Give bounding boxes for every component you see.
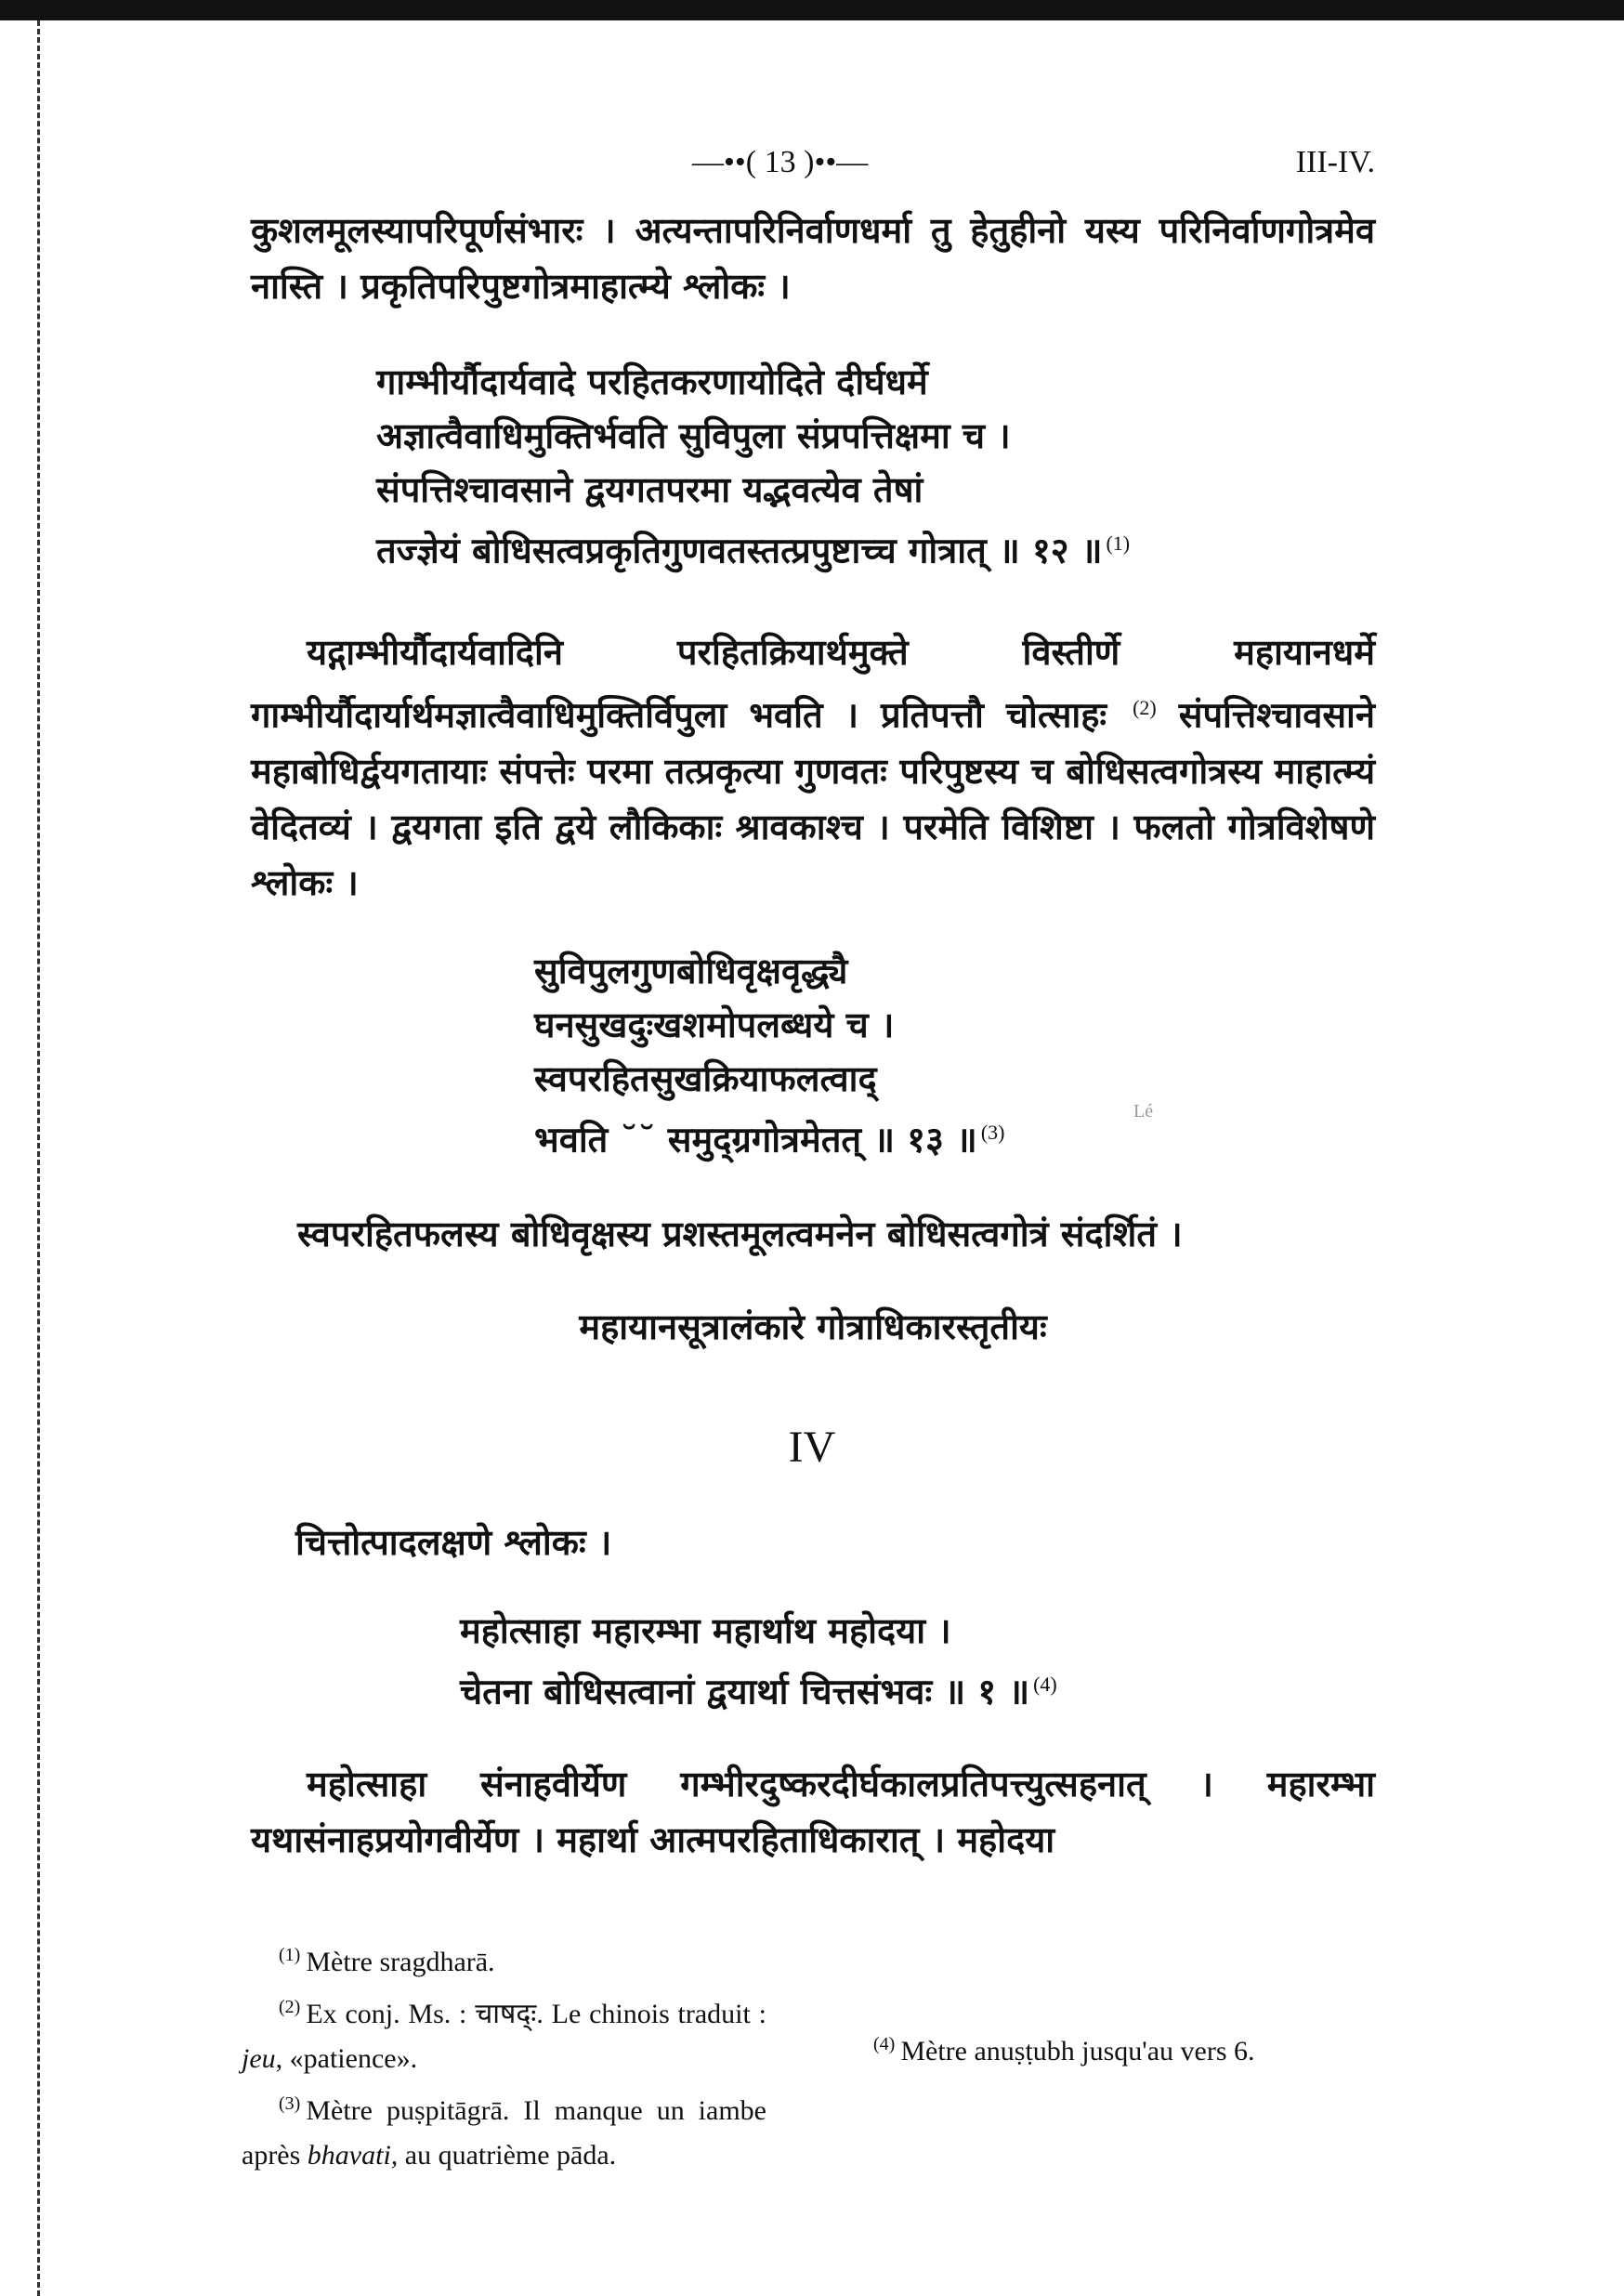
footnote-ref-3: (3) — [980, 1121, 1005, 1144]
footnote-3-text-a: Mètre puṣpitāgrā. Il manque un iambe après — [242, 2095, 766, 2171]
footnote-ref-2: (2) — [1133, 696, 1157, 719]
chapter-4-intro: चित्तोत्पादलक्षणे श्लोकः । — [295, 1521, 612, 1563]
verse-12-line-2: अज्ञात्वैवाधिमुक्तिर्भवति सुविपुला संप्रपत्तिक्षमा च । — [376, 414, 1011, 456]
verse-13-line-2: घनसुखदुःखशमोपलब्धये च । — [534, 1004, 895, 1045]
verse-13-line-1: सुविपुलगुणबोधिवृक्षवृद्ध्यै — [534, 950, 848, 991]
footnote-1-text: Mètre sragdharā. — [306, 1947, 495, 1977]
footnote-1-mark: (1) — [279, 1945, 301, 1965]
page-top-border — [0, 0, 1624, 20]
footnote-2-italic: jeu — [242, 2043, 276, 2074]
page-left-edge — [37, 20, 40, 2296]
chapter-colophon: महायानसूत्रालंकारे गोत्राधिकारस्तृतीयः — [579, 1305, 1047, 1347]
paragraph-3: स्वपरहितफलस्य बोधिवृक्षस्य प्रशस्तमूलत्वमनेन बोधिसत्वगोत्रं संदर्शितं । — [297, 1213, 1183, 1254]
paragraph-2 — [251, 624, 1375, 911]
section-label: III-IV. — [1295, 145, 1375, 179]
chapter-heading: IV — [788, 1423, 836, 1472]
paragraph-2-part-2: संपत्तिश्चावसाने महाबोधिर्द्वयगतायाः संपत्तेः परमा तत्प्रकृत्या गुणवतः परिपुष्टस्य च बोधिसत्वगोत्रस्य माहात्म्यं वेदितव्यं । द्वयगता इति द्वये लौकिकाः श्रावकाश्च । परमेति विशिष्टा । फलतो गोत्रविशेषणे श्लोकः । — [251, 693, 1375, 903]
verse-12-line-4: तज्ज्ञेयं बोधिसत्वप्रकृतिगुणवतस्तत्प्रपुष्टाच्च गोत्रात् ॥ १२ ॥ — [376, 529, 1103, 571]
verse-1-line-1: महोत्साहा महारम्भा महार्थाथ महोदया । — [460, 1609, 951, 1651]
verse-1-line-2: चेतना बोधिसत्वानां द्वयार्था चित्तसंभवः ॥ १ ॥ — [460, 1670, 1030, 1712]
footnote-2 — [242, 1985, 766, 2081]
footnote-3-mark: (3) — [279, 2093, 301, 2114]
verse-12-line-3: संपत्तिश्चावसाने द्वयगतपरमा यद्भवत्येव तेषां — [376, 468, 923, 510]
page-number: —••( 13 )••— — [692, 145, 869, 179]
footnote-ref-1: (1) — [1106, 531, 1131, 555]
verse-13-line-3: स्वपरहितसुखक्रियाफलत्वाद् — [534, 1057, 877, 1099]
paragraph-1: कुशलमूलस्यापरिपूर्णसंभारः । अत्यन्तापरिनिर्वाणधर्मा तु हेतुहीनो यस्य परिनिर्वाणगोत्रमेव नास्ति । प्रकृतिपरिपुष्टगोत्रमाहात्म्ये श्लोकः । — [251, 209, 1375, 307]
footnote-ref-4: (4) — [1033, 1673, 1057, 1696]
paragraph-4: महोत्साहा संनाहवीर्येण गम्भीरदुष्करदीर्घकालप्रतिपत्त्युत्सहनात् । महारम्भा यथासंनाहप्रयोगवीर्येण । महार्था आत्मपरहिताधिकारात् । महोदया — [251, 1763, 1375, 1860]
footnote-3 — [242, 2081, 766, 2178]
footnote-3-italic: bhavati, — [307, 2140, 399, 2171]
paragraph-2-part-1: यद्गाम्भीर्यौदार्यवादिनि परहितक्रियार्थमुक्ते विस्तीर्णे महायानधर्मे गाम्भीर्यौदार्यार्थमज्ञात्वैवाधिमुक्तिर्विपुला भवति । प्रतिपत्तौ चोत्साहः — [251, 631, 1375, 736]
footnote-4 — [836, 2022, 1361, 2074]
footnote-2-text-a: Ex conj. Ms. : चाषद्ः. Le chinois traduit : — [306, 1999, 766, 2029]
footnote-4-text: Mètre anuṣṭubh jusqu'au vers 6. — [900, 2036, 1255, 2066]
footnote-2-mark: (2) — [279, 1997, 301, 2017]
verse-12 — [376, 355, 1352, 578]
margin-note: Lé — [1133, 1101, 1154, 1122]
footnotes-right-column — [836, 2022, 1361, 2074]
footnote-3-text-b: au quatrième pāda. — [398, 2140, 617, 2171]
verse-12-line-1: गाम्भीर्यौदार्यवादे परहितकरणायोदिते दीर्घधर्मे — [376, 361, 928, 402]
footnote-4-mark: (4) — [873, 2034, 896, 2054]
footnote-2-text-b: , «patience». — [275, 2043, 418, 2074]
footnote-1 — [242, 1933, 766, 1985]
verse-13 — [534, 944, 1370, 1167]
verse-1 — [460, 1604, 1389, 1719]
footnotes-left-column — [242, 1933, 766, 2178]
verse-13-line-4: भवति ˘˘ समुद्ग्रगोत्रमेतत् ॥ १३ ॥ — [534, 1118, 977, 1161]
running-header — [251, 139, 1375, 195]
